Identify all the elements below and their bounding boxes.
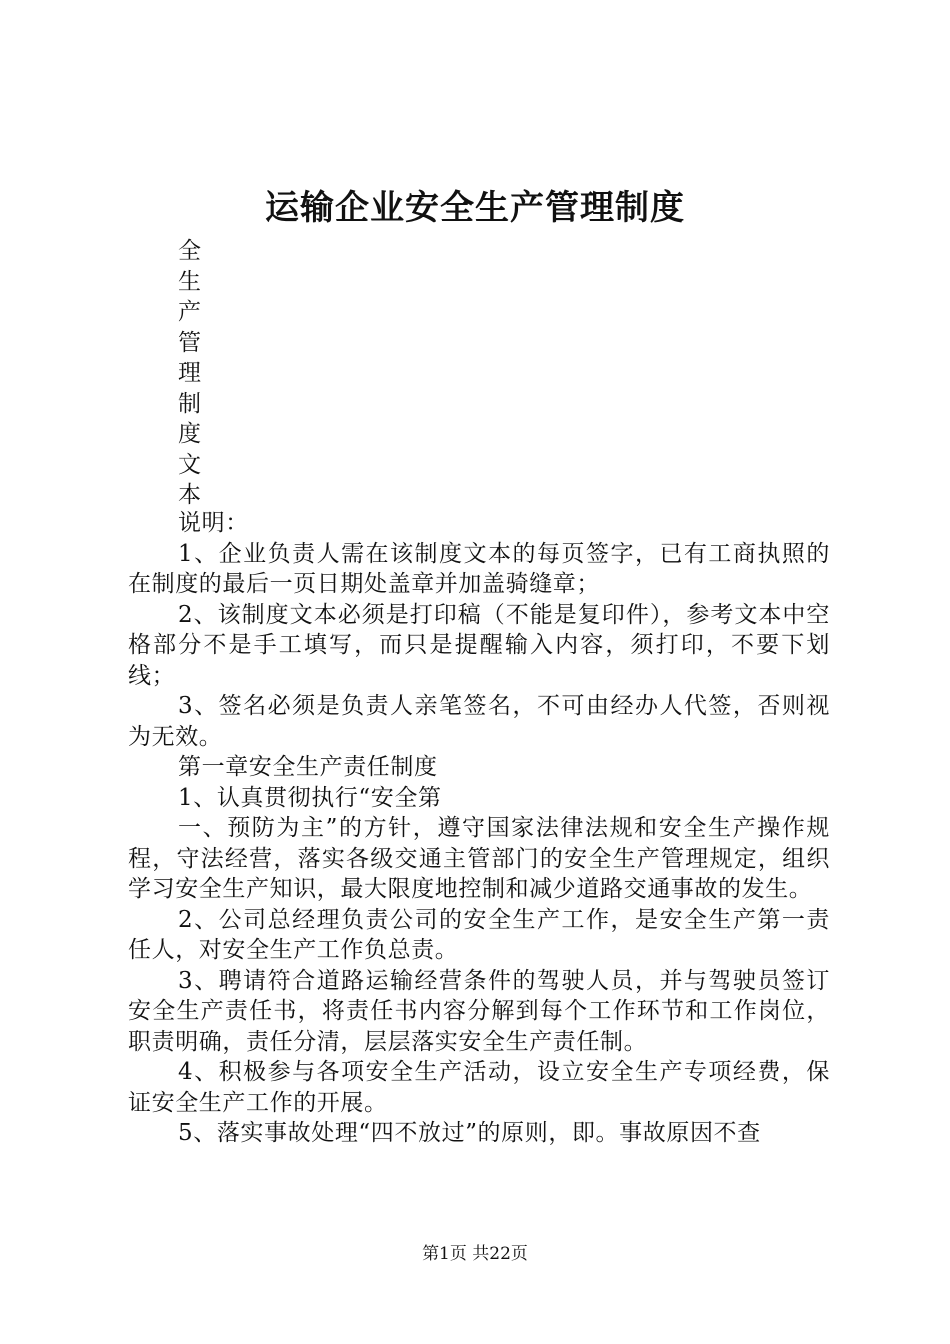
vertical-char: 度 bbox=[178, 421, 201, 447]
vertical-text-column bbox=[178, 236, 218, 511]
vertical-char: 生 bbox=[178, 268, 201, 295]
chapter-heading: 第一章安全生产责任制度 bbox=[178, 754, 438, 780]
vertical-char: 管 bbox=[178, 329, 201, 356]
document-title: 运输企业安全生产管理制度 bbox=[265, 188, 685, 228]
paragraph: 1、认真贯彻执行“安全第 bbox=[178, 784, 442, 811]
paragraph-note-heading: 说明： bbox=[178, 510, 249, 536]
paragraph: 一、预防为主”的方针，遵守国家法律法规和安全生产操作规程，守法经营，落实各级交通主管部门的安全生产管理规定，组织学习安全生产知识，最大限度地控制和减少道路交通事故的发生。 bbox=[128, 815, 830, 902]
vertical-char: 制 bbox=[178, 390, 201, 417]
paragraph: 3、聘请符合道路运输经营条件的驾驶人员，并与驾驶员签订安全生产责任书，将责任书内容分解到每个工作环节和工作岗位，职责明确，责任分清，层层落实安全生产责任制。 bbox=[128, 967, 830, 1055]
paragraph: 4、积极参与各项安全生产活动，设立安全生产专项经费，保证安全生产工作的开展。 bbox=[128, 1059, 830, 1116]
vertical-char: 文 bbox=[178, 451, 201, 478]
paragraph: 3、签名必须是负责人亲笔签名，不可由经办人代签，否则视为无效。 bbox=[128, 693, 830, 750]
paragraph: 2、该制度文本必须是打印稿（不能是复印件），参考文本中空格部分不是手工填写，而只是提醒输入内容，须打印，不要下划线； bbox=[128, 601, 830, 689]
vertical-char: 产 bbox=[178, 299, 201, 325]
paragraph: 1、企业负责人需在该制度文本的每页签字，已有工商执照的在制度的最后一页日期处盖章并加盖骑缝章； bbox=[128, 540, 830, 597]
vertical-char: 本 bbox=[178, 482, 201, 508]
paragraph: 5、落实事故处理“四不放过”的原则，即。事故原因不查 bbox=[178, 1120, 761, 1146]
page-footer: 第1页 共22页 bbox=[422, 1244, 528, 1264]
vertical-char: 全 bbox=[178, 238, 201, 264]
vertical-char: 理 bbox=[178, 360, 201, 386]
paragraph: 2、公司总经理负责公司的安全生产工作，是安全生产第一责任人，对安全生产工作负总责。 bbox=[128, 906, 830, 963]
document-body bbox=[128, 508, 830, 1149]
